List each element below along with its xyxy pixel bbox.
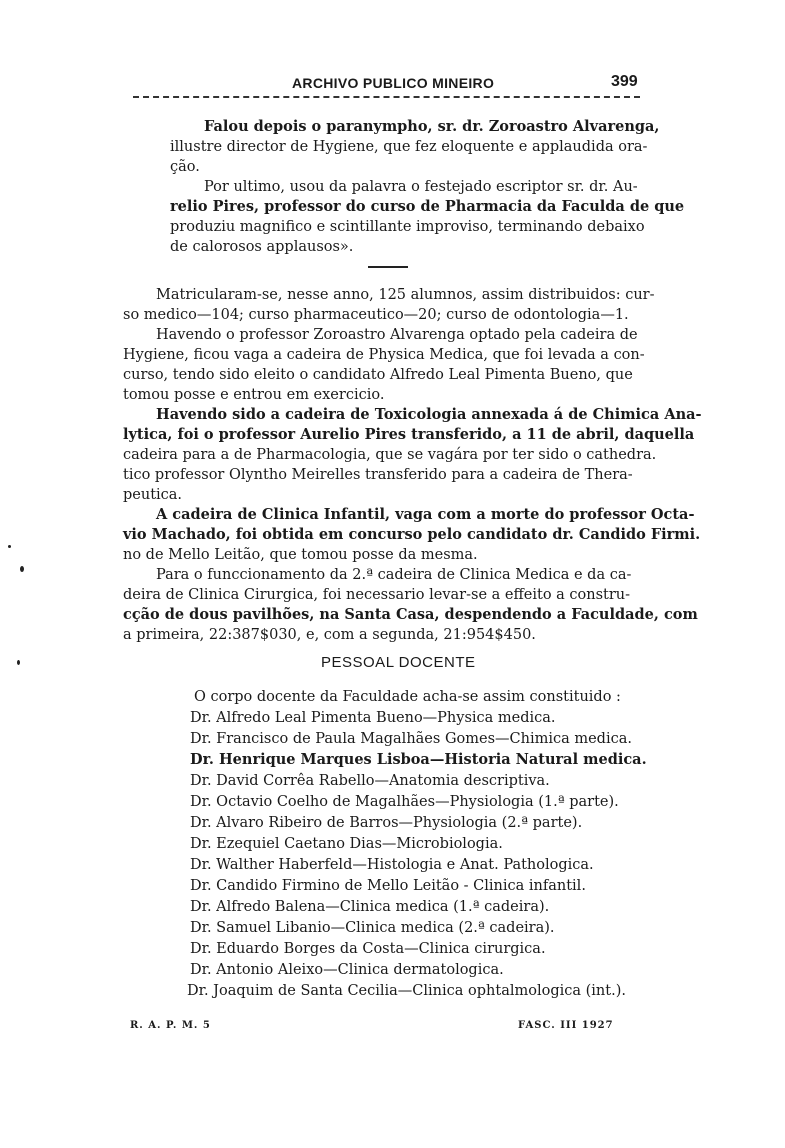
text-line: Para o funccionamento da 2.ª cadeira de Clinica Medica e da ca- [156,567,632,583]
text-line: Hygiene, ficou vaga a cadeira de Physica Medica, que foi levada a con- [123,347,645,363]
faculty-entry: Dr. Alfredo Leal Pimenta Bueno—Physica medica. [190,710,556,726]
faculty-entry: Dr. Henrique Marques Lisboa—Historia Natural medica. [190,751,647,768]
text-line: peutica. [123,487,183,503]
text-line: Falou depois o paranympho, sr. dr. Zoroastro Alvarenga, [204,118,660,135]
text-line: Por ultimo, usou da palavra o festejado escriptor sr. dr. Au- [204,179,638,195]
text-line: Matricularam-se, nesse anno, 125 alumnos, assim distribuidos: cur- [156,287,655,303]
text-line: tomou posse e entrou em exercicio. [123,387,385,403]
scan-speck [8,545,11,548]
header-rule [133,96,640,98]
text-line: vio Machado, foi obtida em concurso pelo candidato dr. Candido Firmi. [123,526,701,543]
text-line: de calorosos applausos». [170,239,354,255]
running-header-title: ARCHIVO PUBLICO MINEIRO [292,75,495,91]
faculty-entry: Dr. Candido Firmino de Mello Leitão - Clinica infantil. [190,878,586,894]
faculty-entry: Dr. Alfredo Balena—Clinica medica (1.ª cadeira). [190,899,550,915]
faculty-entry: Dr. Francisco de Paula Magalhães Gomes—Chimica medica. [190,731,632,747]
text-line: A cadeira de Clinica Infantil, vaga com a morte do professor Octa- [156,506,695,523]
faculty-entry: Dr. Alvaro Ribeiro de Barros—Physiologia (2.ª parte). [190,815,583,831]
text-line: cção de dous pavilhões, na Santa Casa, despendendo a Faculdade, com [123,606,698,623]
text-line: ção. [170,159,200,175]
faculty-entry: Dr. Ezequiel Caetano Dias—Microbiologia. [190,836,503,852]
scan-speck [20,566,24,572]
faculty-entry: Dr. Eduardo Borges da Costa—Clinica cirurgica. [190,941,546,957]
faculty-entry: Dr. Samuel Libanio—Clinica medica (2.ª cadeira). [190,920,555,936]
scan-speck [17,660,20,665]
page-number: 399 [611,73,638,90]
footer-journal-ref: R. A. P. M. 5 [130,1020,211,1031]
faculty-entry: Dr. David Corrêa Rabello—Anatomia descriptiva. [190,773,550,789]
text-line: so medico—104; curso pharmaceutico—20; curso de odontologia—1. [123,307,629,323]
text-line: deira de Clinica Cirurgica, foi necessario levar-se a effeito a constru- [123,587,631,603]
text-line: Havendo o professor Zoroastro Alvarenga optado pela cadeira de [156,327,638,343]
footer-issue-ref: FASC. III 1927 [518,1020,614,1031]
text-line: curso, tendo sido eleito o candidato Alfredo Leal Pimenta Bueno, que [123,367,633,383]
text-line: cadeira para a de Pharmacologia, que se vagára por ter sido o cathedra. [123,447,657,463]
text-line: lytica, foi o professor Aurelio Pires transferido, a 11 de abril, daquella [123,426,695,443]
faculty-entry: Dr. Joaquim de Santa Cecilia—Clinica ophtalmologica (int.). [187,983,626,999]
text-line: Havendo sido a cadeira de Toxicologia annexada á de Chimica Ana- [156,406,702,423]
text-line: produziu magnifico e scintillante improviso, terminando debaixo [170,219,645,235]
section-intro: O corpo docente da Faculdade acha-se assim constituido : [194,689,621,705]
text-line: a primeira, 22:387$030, e, com a segunda, 21:954$450. [123,627,536,643]
section-heading: PESSOAL DOCENTE [321,654,476,671]
faculty-entry: Dr. Antonio Aleixo—Clinica dermatologica. [190,962,504,978]
text-line: tico professor Olyntho Meirelles transferido para a cadeira de Thera- [123,467,633,483]
text-line: no de Mello Leitão, que tomou posse da mesma. [123,547,478,563]
faculty-entry: Dr. Walther Haberfeld—Histologia e Anat. Pathologica. [190,857,594,873]
section-divider [368,266,408,268]
text-line: relio Pires, professor do curso de Pharmacia da Faculda de que [170,198,685,215]
faculty-entry: Dr. Octavio Coelho de Magalhães—Physiologia (1.ª parte). [190,794,619,810]
text-line: illustre director de Hygiene, que fez eloquente e applaudida ora- [170,139,648,155]
